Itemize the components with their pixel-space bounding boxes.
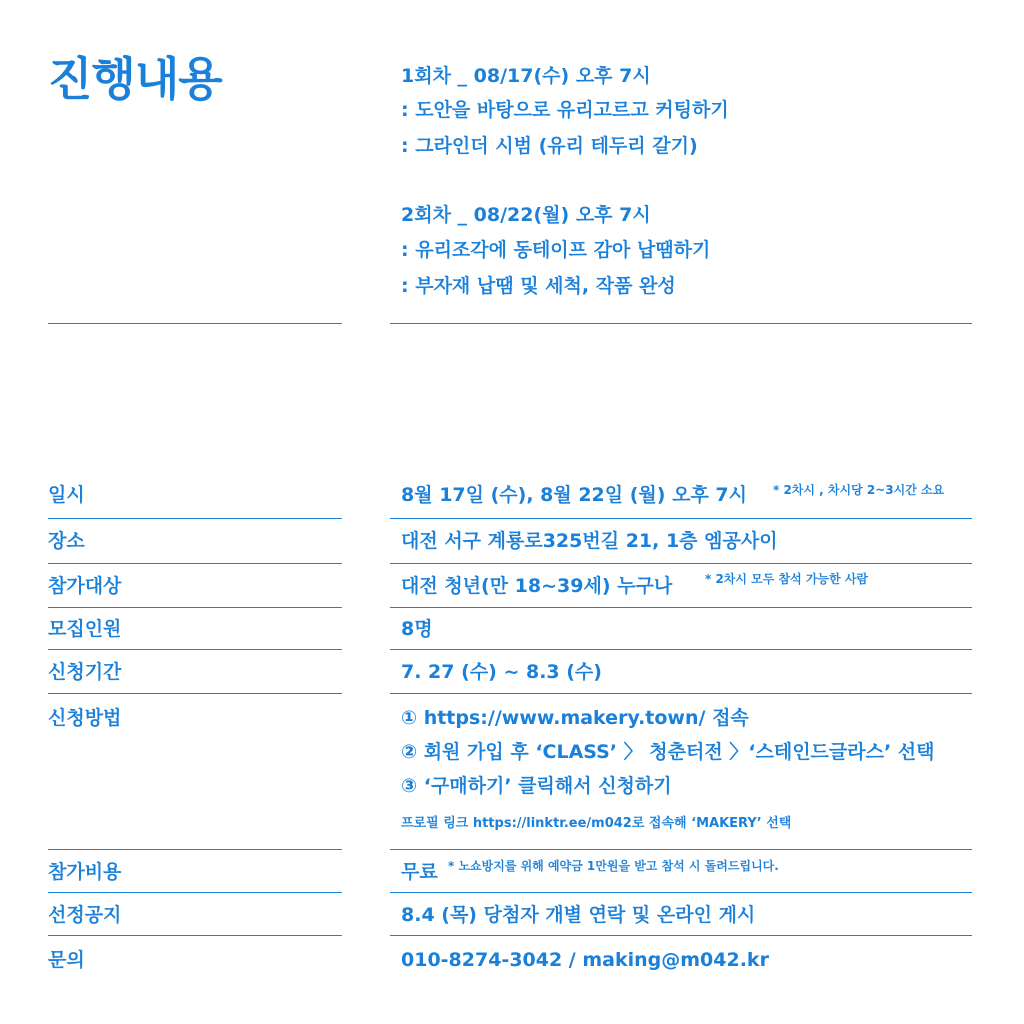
session-2-step-1: : 유리조각에 동테이프 감아 납땜하기: [401, 239, 711, 261]
divider: [390, 563, 972, 564]
capacity-label: 모집인원: [48, 618, 122, 640]
method-step-3: ③ ‘구매하기’ 클릭해서 신청하기: [401, 775, 672, 797]
session-2-step-2: : 부자재 납땜 및 세척, 작품 완성: [401, 275, 676, 297]
fee-value: 무료: [401, 861, 438, 883]
profile-link-text: 프로필 링크 https://linktr.ee/m042로 접속해 ‘MAKERY’ 선택: [401, 816, 792, 831]
announce-value: 8.4 (목) 당첨자 개별 연락 및 온라인 게시: [401, 904, 756, 926]
session-1-step-2: : 그라인더 시범 (유리 테두리 갈기): [401, 135, 698, 157]
divider: [48, 892, 342, 893]
divider: [48, 518, 342, 519]
target-value: 대전 청년(만 18~39세) 누구나: [401, 575, 673, 597]
method-step-1: ① https://www.makery.town/ 접속: [401, 707, 749, 729]
contact-value: 010-8274-3042 / making@m042.kr: [401, 949, 769, 971]
divider: [48, 649, 342, 650]
period-label: 신청기간: [48, 661, 122, 683]
divider: [390, 892, 972, 893]
date-label: 일시: [48, 484, 85, 506]
method-step-2: ② 회원 가입 후 ‘CLASS’ 〉 청춘터전 〉‘스테인드글라스’ 선택: [401, 741, 935, 763]
session-1-heading: 1회차 _ 08/17(수) 오후 7시: [401, 65, 651, 87]
divider: [48, 607, 342, 608]
divider-right-header: [390, 323, 972, 324]
place-value: 대전 서구 계룡로325번길 21, 1층 엠공사이: [401, 530, 778, 552]
announce-label: 선정공지: [48, 904, 122, 926]
divider: [48, 563, 342, 564]
page-title: 진행내용: [48, 52, 222, 106]
target-label: 참가대상: [48, 575, 122, 597]
capacity-value: 8명: [401, 618, 433, 640]
target-note: * 2차시 모두 참석 가능한 사람: [705, 572, 869, 586]
divider-left-header: [48, 323, 342, 324]
divider: [390, 935, 972, 936]
place-label: 장소: [48, 530, 85, 552]
divider: [390, 849, 972, 850]
divider: [390, 607, 972, 608]
period-value: 7. 27 (수) ~ 8.3 (수): [401, 661, 602, 683]
session-2-heading: 2회차 _ 08/22(월) 오후 7시: [401, 204, 651, 226]
method-label: 신청방법: [48, 707, 122, 729]
divider: [48, 693, 342, 694]
fee-label: 참가비용: [48, 861, 122, 883]
divider: [390, 649, 972, 650]
date-note: * 2차시 , 차시당 2~3시간 소요: [773, 483, 945, 497]
divider: [48, 849, 342, 850]
date-value: 8월 17일 (수), 8월 22일 (월) 오후 7시: [401, 484, 747, 506]
session-1-step-1: : 도안을 바탕으로 유리고르고 커팅하기: [401, 99, 729, 121]
divider: [48, 935, 342, 936]
contact-label: 문의: [48, 949, 85, 971]
fee-note: * 노쇼방지를 위해 예약금 1만원을 받고 참석 시 돌려드립니다.: [448, 859, 779, 873]
divider: [390, 518, 972, 519]
divider: [390, 693, 972, 694]
